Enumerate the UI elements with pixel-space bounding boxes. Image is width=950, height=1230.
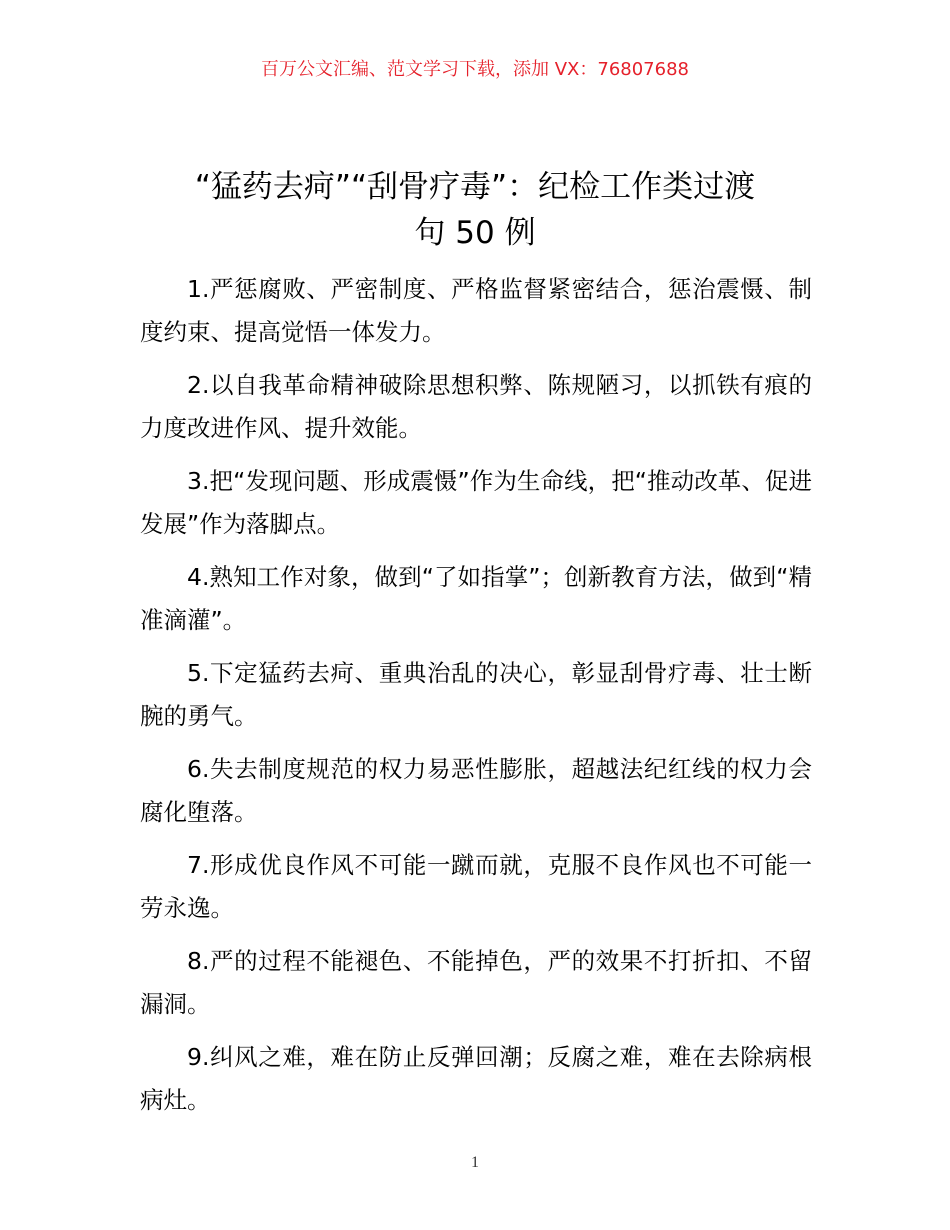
paragraph-4: 4.熟知工作对象，做到“了如指掌”；创新教育方法，做到“精准滴灌”。 [140,563,812,634]
title-line-2: 句 50 例 [414,215,536,251]
paragraph-9: 9.纠风之难，难在防止反弹回潮；反腐之难，难在去除病根病灶。 [140,1043,812,1114]
paragraph-6: 6.失去制度规范的权力易恶性膨胀，超越法纪红线的权力会腐化堕落。 [140,755,812,826]
paragraph-1: 1.严惩腐败、严密制度、严格监督紧密结合，惩治震慑、制度约束、提高觉悟一体发力。 [140,275,812,346]
paragraph-5: 5.下定猛药去疴、重典治乱的决心，彰显刮骨疗毒、壮士断腕的勇气。 [140,659,812,730]
paragraph-3: 3.把“发现问题、形成震慑”作为生命线，把“推动改革、促进发展”作为落脚点。 [140,467,812,538]
document-title [120,164,830,256]
watermark-header: 百万公文汇编、范文学习下载，添加 VX：76807688 [261,59,689,80]
paragraph-7: 7.形成优良作风不可能一蹴而就，克服不良作风也不可能一劳永逸。 [140,851,812,922]
page-number: 1 [471,1154,479,1171]
title-line-1: “猛药去疴”“刮骨疗毒”：纪检工作类过渡 [194,169,756,205]
paragraph-8: 8.严的过程不能褪色、不能掉色，严的效果不打折扣、不留漏洞。 [140,947,812,1018]
paragraph-2: 2.以自我革命精神破除思想积弊、陈规陋习，以抓铁有痕的力度改进作风、提升效能。 [140,371,812,442]
document-body [140,268,812,1132]
